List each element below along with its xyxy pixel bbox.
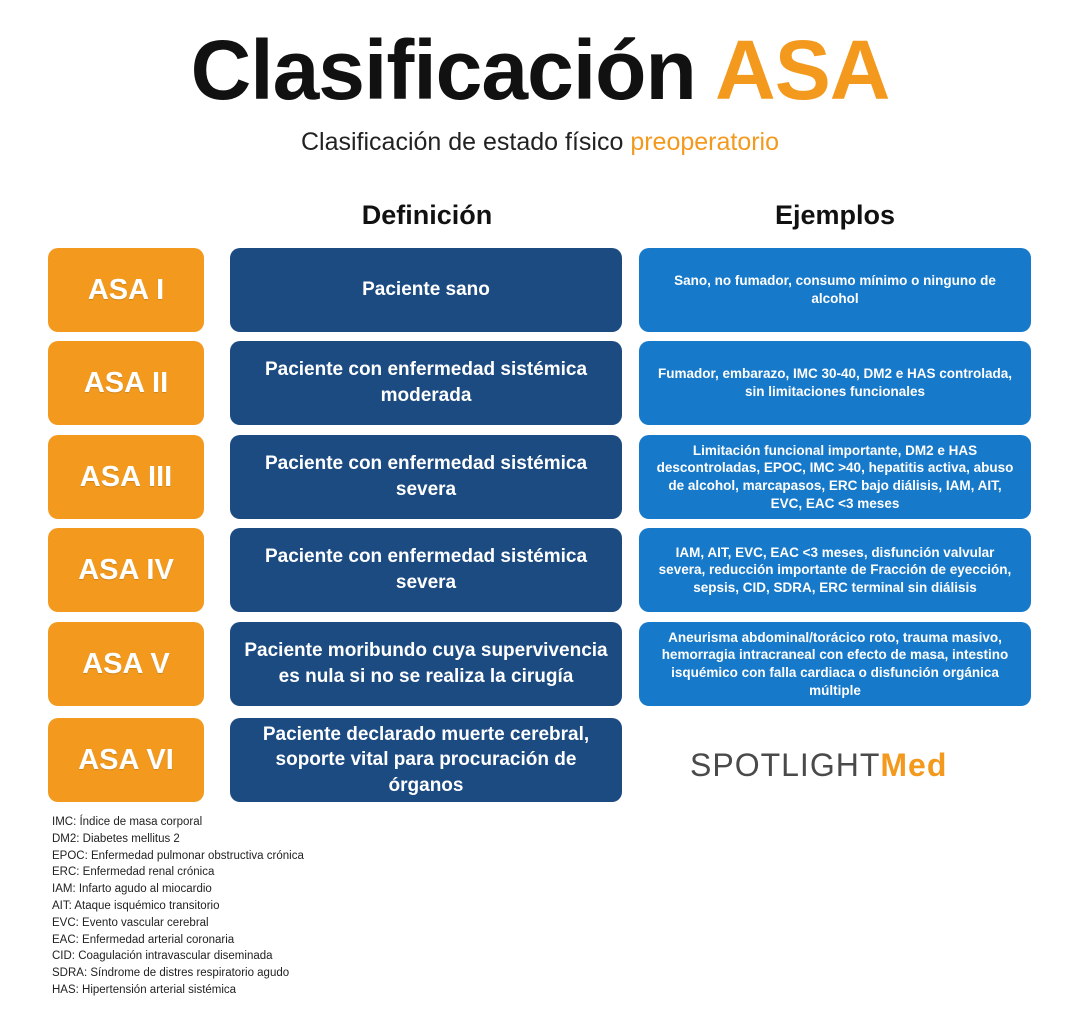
asa-label: ASA IV <box>48 528 204 612</box>
asa-row-5 <box>0 622 1080 706</box>
asa-row-2 <box>0 341 1080 425</box>
abbreviation-item: CID: Coagulación intravascular diseminada <box>52 950 273 963</box>
subtitle-main: Clasificación de estado físico <box>300 128 624 156</box>
page-title <box>0 23 1080 117</box>
asa-label: ASA II <box>48 341 204 425</box>
asa-label: ASA V <box>48 622 204 706</box>
definition-box: Paciente con enfermedad sistémica severa <box>230 435 622 519</box>
column-header-definition: Definición <box>361 200 493 230</box>
subtitle-accent: preoperatorio <box>630 128 780 156</box>
abbreviations-list <box>52 814 304 999</box>
abbreviation-item: SDRA: Síndrome de distres respiratorio agudo <box>52 967 290 980</box>
asa-label: ASA I <box>48 248 204 332</box>
abbreviation-item: EVC: Evento vascular cerebral <box>52 916 209 929</box>
abbreviation-item: AIT: Ataque isquémico transitorio <box>52 899 220 912</box>
asa-row-4 <box>0 528 1080 612</box>
examples-box: Fumador, embarazo, IMC 30-40, DM2 e HAS controlada, sin limitaciones funcionales <box>639 341 1031 425</box>
page-subtitle <box>0 127 1080 157</box>
abbreviation-item: HAS: Hipertensión arterial sistémica <box>52 983 237 996</box>
definition-box: Paciente con enfermedad sistémica severa <box>230 528 622 612</box>
abbreviation-item: IAM: Infarto agudo al miocardio <box>52 883 212 896</box>
examples-box: Sano, no fumador, consumo mínimo o ninguno de alcohol <box>639 248 1031 332</box>
asa-label: ASA III <box>48 435 204 519</box>
logo-text-med: Med <box>880 747 948 783</box>
abbreviation-item: ERC: Enfermedad renal crónica <box>52 866 215 879</box>
definition-box: Paciente moribundo cuya supervivencia es nula si no se realiza la cirugía <box>230 622 622 706</box>
asa-label: ASA VI <box>48 718 204 802</box>
abbreviation-item: EPOC: Enfermedad pulmonar obstructiva crónica <box>52 849 304 862</box>
asa-row-1 <box>0 248 1080 332</box>
spotlightmed-logo <box>690 742 990 788</box>
examples-box: Aneurisma abdominal/torácico roto, trauma masivo, hemorragia intracraneal con efecto de masa, intestino isquémico con falla cardiaca o disfunción orgánica múltiple <box>639 622 1031 706</box>
examples-box: Limitación funcional importante, DM2 e HAS descontroladas, EPOC, IMC >40, hepatitis activa, abuso de alcohol, marcapasos, ERC bajo diálisis, IAM, AIT, EVC, EAC <3 meses <box>639 435 1031 519</box>
definition-box: Paciente declarado muerte cerebral, soporte vital para procuración de órganos <box>230 718 622 802</box>
abbreviation-item: IMC: Índice de masa corporal <box>52 816 203 828</box>
definition-box: Paciente sano <box>230 248 622 332</box>
title-main: Clasificación <box>190 23 696 117</box>
examples-box: IAM, AIT, EVC, EAC <3 meses, disfunción valvular severa, reducción importante de Fracción de eyección, sepsis, CID, SDRA, ERC terminal sin diálisis <box>639 528 1031 612</box>
column-header-examples: Ejemplos <box>774 200 896 230</box>
asa-row-3 <box>0 435 1080 519</box>
abbreviation-item: EAC: Enfermedad arterial coronaria <box>52 933 235 946</box>
logo-text-spotlight: SPOTLIGHT <box>690 747 881 783</box>
title-accent: ASA <box>715 23 890 117</box>
abbreviation-item: DM2: Diabetes mellitus 2 <box>52 832 180 845</box>
definition-box: Paciente con enfermedad sistémica moderada <box>230 341 622 425</box>
